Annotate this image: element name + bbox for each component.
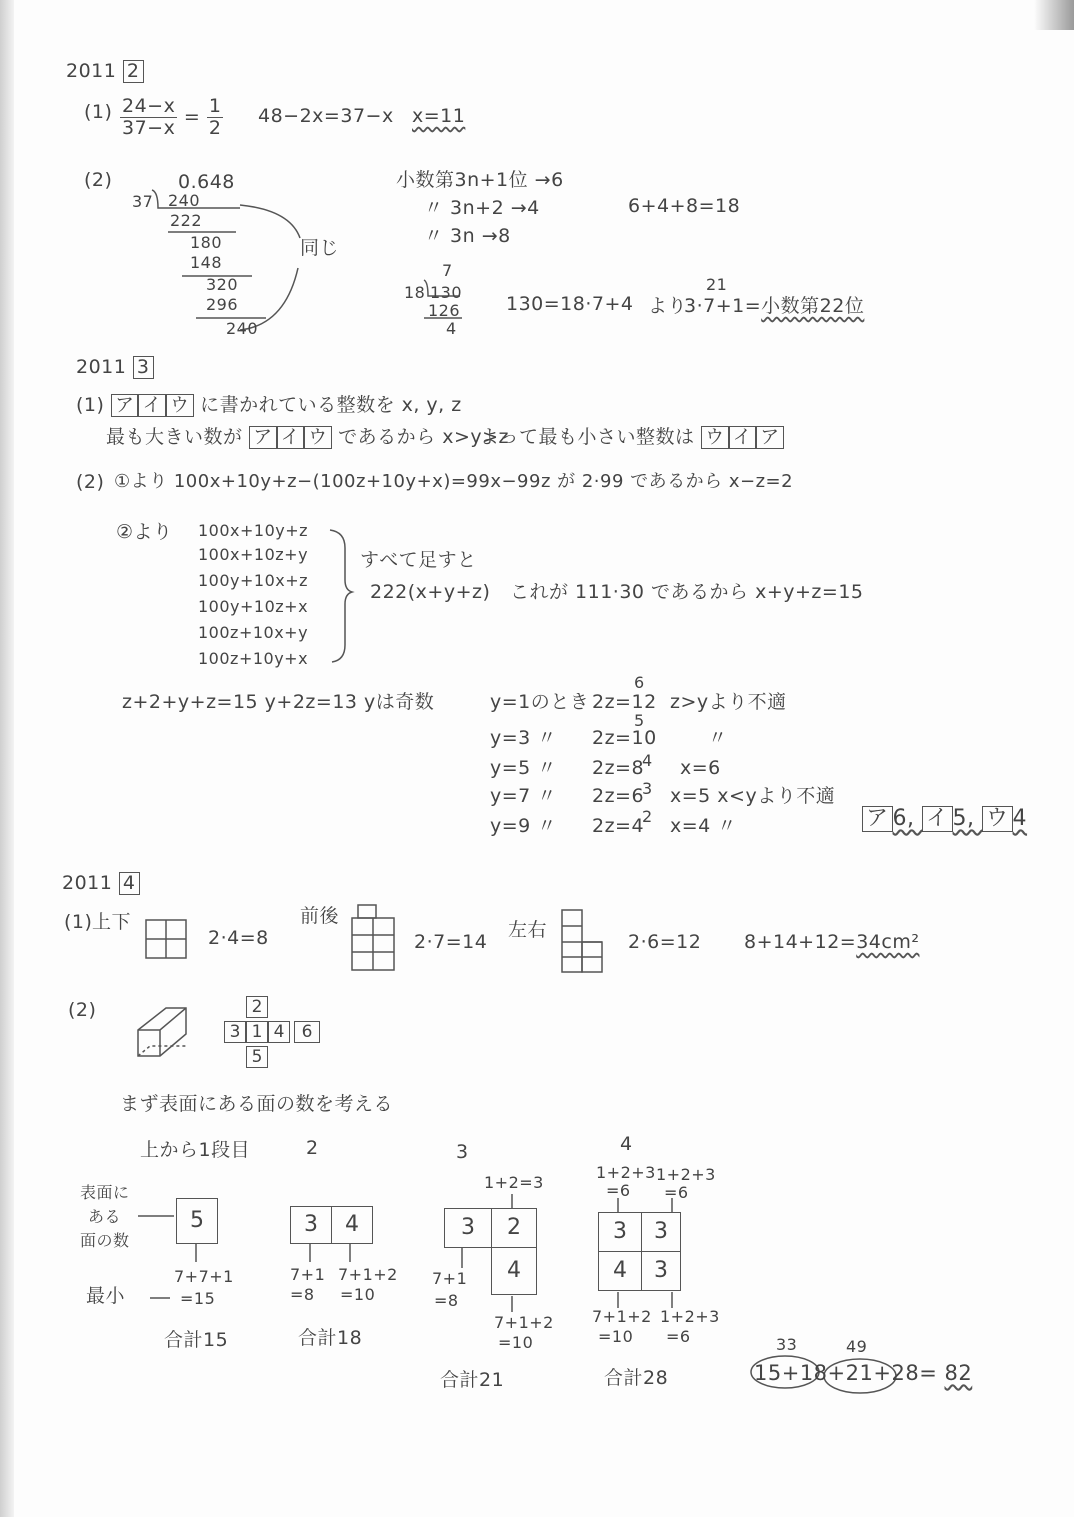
same-label: 同じ (300, 237, 340, 259)
perm-row: 100y+10x+z (198, 571, 309, 590)
eq-130: 130=18·7+4 (506, 293, 634, 315)
p3-q2-label: (2) (76, 471, 105, 493)
tier3-top-calc: 1+2=3 (484, 1173, 544, 1192)
net-face: 1 (246, 1021, 268, 1043)
case-z: 2z=12 (592, 691, 657, 713)
division-row: 240 (168, 191, 201, 210)
p4-final-answer: 82 (944, 1361, 973, 1385)
net-face: 3 (224, 1021, 246, 1043)
tier-label: 2 (306, 1137, 319, 1159)
division2-row: 130 (430, 283, 463, 302)
p2-final: 3·7+1=小数第22位 (684, 295, 865, 317)
perm-row: 100x+10z+y (198, 545, 309, 564)
case-y: y=9 〃 (490, 815, 557, 837)
division-row: 180 (190, 233, 223, 252)
case-sup: 6 (634, 673, 645, 692)
min-note: 最小 (86, 1285, 126, 1307)
case-sup: 3 (642, 779, 653, 798)
p2-q2-label: (2) (84, 169, 113, 191)
sum-expr: 222(x+y+z) (370, 581, 491, 603)
perm-row: 100z+10y+x (198, 649, 309, 668)
tier2-cell: 3 (290, 1206, 332, 1244)
front-view-label: 前後 (300, 905, 340, 927)
division2-quotient: 7 (442, 261, 453, 280)
tier2-cell: 4 (331, 1206, 373, 1244)
division-row: 320 (206, 275, 239, 294)
tier4-sum: 合計28 (604, 1367, 669, 1389)
consider-note: まず表面にある面の数を考える (120, 1093, 394, 1115)
front-view-eq: 2·7=14 (414, 931, 488, 953)
tier4-cell: 3 (598, 1212, 642, 1252)
case-y: y=1のとき (490, 691, 590, 713)
net-face: 5 (246, 1046, 268, 1068)
tier-label: 上から1段目 (140, 1139, 251, 1161)
tier3-cell: 4 (491, 1247, 537, 1295)
header-number: 2 (123, 60, 144, 83)
tier4-calc: =6 (666, 1327, 691, 1346)
case-result: x=4 〃 (670, 815, 737, 837)
digit-rule-2: 〃 3n+2 →4 (424, 197, 540, 219)
perm-row: 100x+10y+z (198, 521, 309, 540)
header-number: 3 (133, 356, 154, 379)
case-sup: 2 (642, 807, 653, 826)
header-year: 2011 (66, 60, 117, 82)
tier1-calc: =15 (180, 1289, 216, 1308)
p4-q1-answer: 34cm² (856, 931, 920, 953)
tier4-top-calc: 1+2+3 (596, 1163, 656, 1182)
p2-q1-label: (1) (84, 101, 113, 123)
case-z: 2z=4 (592, 815, 645, 837)
case-result: z>yより不適 (670, 691, 787, 713)
tier2-calc: 7+1+2 (338, 1265, 398, 1284)
digit-rule-3: 〃 3n →8 (424, 225, 511, 247)
cube-edges (138, 1008, 186, 1056)
case-z: 2z=10 (592, 727, 657, 749)
p3-q1-line1: (1) ア イ ウ に書かれている整数を x, y, z (76, 394, 462, 416)
p2-q1-answer: x=11 (412, 105, 466, 127)
tier2-calc: =8 (290, 1285, 315, 1304)
fraction-denominator: 37−x (122, 116, 176, 139)
tier1-calc: 7+7+1 (174, 1267, 234, 1286)
digit-sum: 6+4+8=18 (628, 195, 741, 217)
top-view-eq: 2·4=8 (208, 927, 269, 949)
case-result: 〃 (708, 727, 728, 749)
tier3-cell: 2 (491, 1208, 537, 1248)
tier3-calc: =10 (498, 1333, 534, 1352)
case-z: 2z=6 (592, 785, 645, 807)
tier4-top-calc: =6 (606, 1181, 631, 1200)
division2-row: 4 (446, 319, 457, 338)
p3-q1-answer: よって最も小さい整数は ウ イ ア (480, 426, 784, 449)
case-y: y=5 〃 (490, 757, 557, 779)
case-y: y=7 〃 (490, 785, 557, 807)
tier-label: 3 (456, 1141, 469, 1163)
tier4-calc: =10 (598, 1327, 634, 1346)
face-note: 面の数 (80, 1231, 130, 1250)
division2-row: 126 (428, 301, 461, 320)
tier2-sum: 合計18 (298, 1327, 363, 1349)
yori: より (648, 295, 688, 317)
p2-q1-equation: $\frac{24-x}{37-x}$ = $\frac{1}{2}$ (122, 95, 222, 139)
tier2-calc: 7+1 (290, 1265, 326, 1284)
tier3-calc: 7+1+2 (494, 1313, 554, 1332)
tier2-calc: =10 (340, 1285, 376, 1304)
small-21: 21 (706, 275, 728, 294)
p3-header: 2011 3 (76, 356, 154, 379)
tier1-sum: 合計15 (164, 1329, 229, 1351)
final-subtotal: 49 (846, 1337, 868, 1356)
p4-q1-total: 8+14+12=34cm² (744, 931, 920, 953)
case-z: 2z=8 (592, 757, 645, 779)
p4-q2-label: (2) (68, 999, 97, 1021)
case-y: y=3 〃 (490, 727, 557, 749)
division-quotient: 0.648 (178, 171, 235, 193)
tier3-calc: 7+1 (432, 1269, 468, 1288)
side-view-label: 左右 (508, 919, 548, 941)
division-row: 240 (226, 319, 259, 338)
division-divisor: 37 (132, 192, 154, 211)
division-row: 296 (206, 295, 239, 314)
case-result: x=5 x<yより不適 (670, 785, 836, 807)
tier4-cell: 3 (641, 1251, 681, 1291)
cube-outline (138, 1008, 186, 1056)
face-note: ある (88, 1207, 122, 1226)
sum-brace (330, 530, 352, 662)
p3-q1-line2: 最も大きい数が ア イ ウ であるから x>y>z (106, 426, 509, 448)
division-row: 222 (170, 211, 203, 230)
net-face: 6 (294, 1021, 320, 1043)
sum-rest: これが 111·30 であるから x+y+z=15 (510, 581, 864, 603)
top-view-label: 上下 (92, 911, 132, 933)
tier-label: 4 (620, 1133, 633, 1155)
tier3-cell: 3 (444, 1208, 492, 1248)
p3-q2-line1: ①より 100x+10y+z−(100z+10y+x)=99x−99z が 2·99 であるから x−z=2 (114, 471, 794, 492)
tier3-sum: 合計21 (440, 1369, 505, 1391)
tier1-cell: 5 (176, 1198, 218, 1244)
perm-row: 100z+10x+y (198, 623, 309, 642)
sum-note: すべて足すと (360, 549, 477, 571)
case-result: x=6 (680, 757, 721, 779)
net-face: 2 (246, 996, 268, 1018)
face-note: 表面に (80, 1183, 130, 1202)
final-subtotal: 33 (776, 1335, 798, 1354)
net-face: 4 (268, 1021, 290, 1043)
final-expression: 15+18+21+28= 82 (754, 1361, 973, 1385)
side-view-eq: 2·6=12 (628, 931, 702, 953)
p3-q2-from2: ②より (116, 521, 173, 543)
fraction-numerator: 24−x (122, 95, 176, 117)
digit-rule-1: 小数第3n+1位 →6 (396, 169, 564, 191)
p2-answer: 小数第22位 (761, 295, 865, 317)
case-sup: 4 (642, 751, 653, 770)
case-sup: 5 (634, 711, 645, 730)
p4-q1-label: (1) (64, 911, 93, 933)
tier4-cell: 4 (598, 1251, 642, 1291)
tier4-cell: 3 (641, 1212, 681, 1252)
p2-header (66, 60, 144, 83)
same-arc-top (240, 205, 300, 238)
division-row: 148 (190, 253, 223, 272)
tier4-top-calc: =6 (664, 1183, 689, 1202)
perm-row: 100y+10z+x (198, 597, 309, 616)
tier4-calc: 7+1+2 (592, 1307, 652, 1326)
tier3-calc: =8 (434, 1291, 459, 1310)
p4-header: 2011 4 (62, 872, 140, 895)
tier4-calc: 1+2+3 (660, 1307, 720, 1326)
p2-q1-step: 48−2x=37−x (258, 105, 394, 127)
division2-divisor: 18 (404, 283, 426, 302)
tier4-top-calc: 1+2+3 (656, 1165, 716, 1184)
p3-final-answer: ア 6, イ 5, ウ 4 (862, 806, 1027, 832)
header-number: 4 (119, 872, 140, 895)
case-intro: z+2+y+z=15 y+2z=13 yは奇数 (122, 691, 435, 713)
